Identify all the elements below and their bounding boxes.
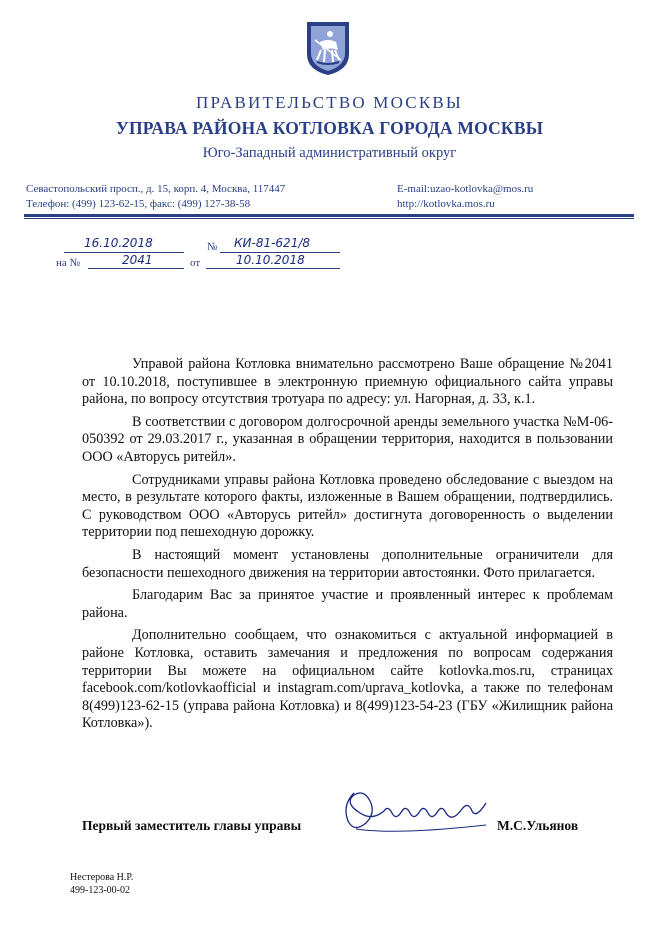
contact-left <box>26 182 285 212</box>
body-paragraph-1: Управой района Котловка внимательно рассмотрено Ваше обращение №2041 от 10.10.2018, поступившее в электронную приемную официального сайта управы района, по вопросу отсутствия тротуара по адресу: ул. Нагорная, д. 33, к.1. <box>82 356 613 408</box>
signatory-name: М.С.Ульянов <box>497 818 579 833</box>
organization-title: УПРАВА РАЙОНА КОТЛОВКА ГОРОДА МОСКВЫ <box>115 118 544 138</box>
body-paragraph-6: Дополнительно сообщаем, что ознакомиться с актуальной информацией в районе Котловка, оставить замечания и предложения по вопросам содержания территории Вы можете на официальном сайте kotlovka.mos.ru, страницах facebook.com/kotlovkaofficial и instagram.com/uprava_kotlovka, а также по телефонам 8(499)123-62-15 (управа района Котловка) и 8(499)123-54-23 (ГБУ «Жилищник района Котловка»). <box>82 627 613 732</box>
letterhead-divider <box>24 214 634 217</box>
signatory-title: Первый заместитель главы управы <box>82 818 302 833</box>
ref-number-underline <box>88 268 184 269</box>
number-label: № <box>207 241 218 253</box>
body-paragraph-3: Сотрудниками управы района Котловка проведено обследование с выездом на место, в результате которого факты, изложенные в Вашем обращении, подтвердились. С руководством ООО «Авторусь ритейл» достигнута договоренность о выделении территории под пешеходную дорожку. <box>82 471 613 541</box>
district-subtitle: Юго-Западный административный округ <box>202 145 457 161</box>
reference-label: на № <box>56 257 81 269</box>
address-text: Севастопольский просп., д. 15, корп. 4, Москва, 117447 <box>26 183 286 195</box>
executor-name: Нестерова Н.Р. <box>70 872 134 883</box>
from-label: от <box>190 257 201 269</box>
moscow-coat-of-arms-icon <box>303 20 353 76</box>
executor-block <box>70 871 133 897</box>
body-paragraph-2: В соответствии с договором долгосрочной аренды земельного участка №М-06-050392 от 29.03.2017 г., указанная в обращении территория, находится в пользовании ООО «Авторусь ритейл». <box>82 413 613 465</box>
email-text: E-mail:uzao-kotlovka@mos.ru <box>397 183 534 195</box>
website-text: http://kotlovka.mos.ru <box>397 198 495 210</box>
body-paragraph-5: Благодарим Вас за принятое участие и проявленный интерес к проблемам района. <box>82 587 613 621</box>
registration-number: КИ-81-621/8 <box>234 236 311 250</box>
registration-date: 16.10.2018 <box>84 236 153 250</box>
phone-text: Телефон: (499) 123-62-15, факс: (499) 127-38-58 <box>26 198 251 210</box>
government-title: ПРАВИТЕЛЬСТВО МОСКВЫ <box>196 93 463 112</box>
letter-body <box>82 356 613 738</box>
executor-phone: 499-123-00-02 <box>70 885 130 896</box>
body-paragraph-4: В настоящий момент установлены дополнительные ограничители для безопасности пешеходного движения на территории автостоянки. Фото прилагается. <box>82 546 613 581</box>
handwritten-signature <box>336 783 496 843</box>
reference-number: 2041 <box>122 253 153 267</box>
ref-date-underline <box>206 268 340 269</box>
letterhead-divider-thin <box>24 218 634 219</box>
contact-right <box>397 182 533 212</box>
reference-date: 10.10.2018 <box>236 253 305 267</box>
